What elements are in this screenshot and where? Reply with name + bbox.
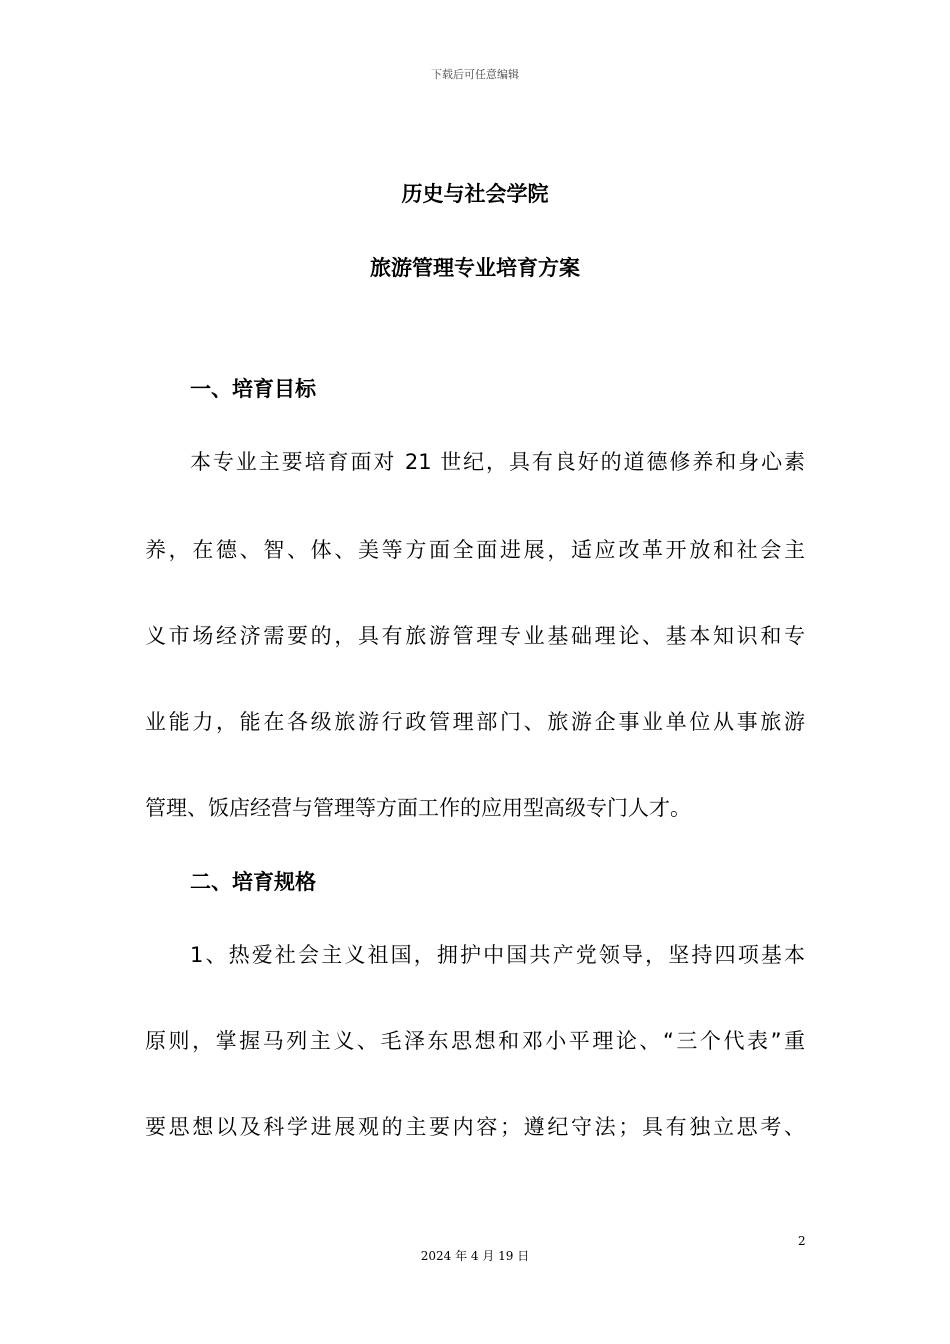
paragraph-line: 管理、饭店经营与管理等方面工作的应用型高级专门人才。 [145, 796, 691, 820]
college-title: 历史与社会学院 [401, 182, 549, 206]
paragraph-line: 业能力，能在各级旅游行政管理部门、旅游企事业单位从事旅游 [145, 710, 805, 734]
program-title: 旅游管理专业培育方案 [370, 256, 580, 280]
section-heading-specs: 二、培育规格 [190, 870, 316, 894]
paragraph-line: 义市场经济需要的，具有旅游管理专业基础理论、基本知识和专 [145, 624, 805, 648]
paragraph-line: 原则，掌握马列主义、毛泽东思想和邓小平理论、“三个代表”重 [145, 1029, 805, 1053]
paragraph-line: 要思想以及科学进展观的主要内容；遵纪守法；具有独立思考、 [145, 1115, 805, 1139]
paragraph-line: 养，在德、智、体、美等方面全面进展，适应改革开放和社会主 [145, 538, 805, 562]
footer-date: 2024 年 4 月 19 日 [420, 1249, 530, 1263]
page-number: 2 [798, 1234, 806, 1248]
header-note: 下载后可任意编辑 [431, 68, 519, 81]
section-heading-goals: 一、培育目标 [190, 377, 316, 401]
paragraph-line: 本专业主要培育面对 21 世纪，具有良好的道德修养和身心素 [190, 450, 805, 474]
paragraph-line: 1、热爱社会主义祖国，拥护中国共产党领导，坚持四项基本 [190, 943, 805, 967]
